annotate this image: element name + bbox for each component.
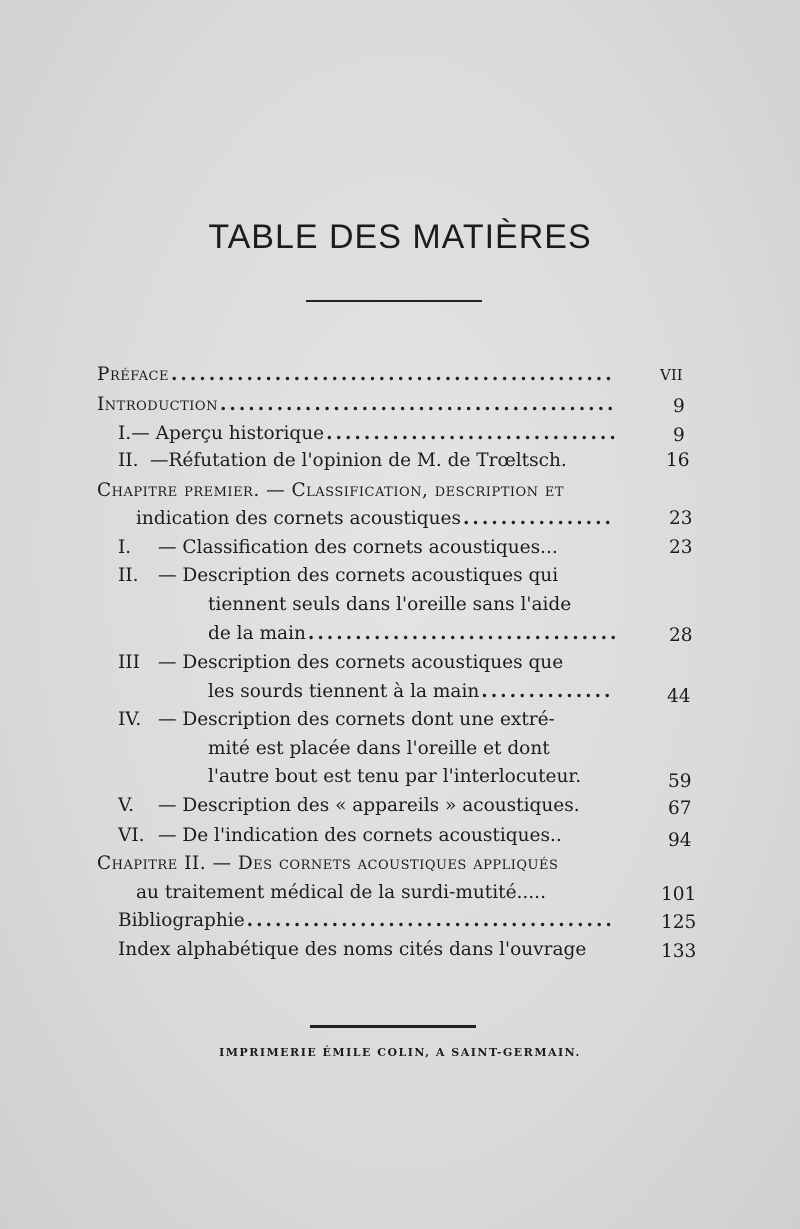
toc-entry bbox=[118, 706, 618, 734]
section-number: I. bbox=[118, 537, 132, 558]
toc-entry-chapter-1 bbox=[97, 477, 617, 505]
toc-entry-introduction bbox=[97, 391, 615, 419]
toc-entry-text: — De l'indication des cornets acoustiques.. bbox=[158, 825, 562, 846]
toc-entry-text: Chapitre II. — Des cornets acoustiques appliqués bbox=[97, 853, 559, 874]
leader-dots bbox=[171, 361, 615, 389]
toc-entry-text: — Aperçu historique bbox=[131, 423, 325, 444]
section-number: II. bbox=[118, 450, 139, 471]
toc-entry-text: —Réfutation de l'opinion de M. de Trœltsch. bbox=[150, 450, 567, 471]
toc-entry-page: 101 bbox=[661, 884, 697, 905]
toc-entry-preface bbox=[97, 361, 615, 389]
toc-entry-page: 94 bbox=[668, 830, 692, 851]
toc-entry-text: les sourds tiennent à la main bbox=[208, 681, 480, 702]
toc-entry bbox=[118, 649, 618, 677]
toc-entry bbox=[136, 879, 618, 907]
toc-entry bbox=[118, 562, 618, 590]
section-number: VI. bbox=[118, 825, 145, 846]
leader-dots bbox=[326, 420, 615, 448]
toc-entry bbox=[208, 591, 618, 619]
toc-entry-page: 44 bbox=[667, 686, 691, 707]
toc-entry-text: — Description des « appareils » acoustiques. bbox=[158, 795, 580, 816]
toc-entry bbox=[208, 678, 615, 706]
toc-entry-page: 23 bbox=[669, 537, 693, 558]
toc-entry bbox=[208, 735, 618, 763]
toc-entry-text: — Description des cornets dont une extré- bbox=[158, 709, 555, 730]
toc-entry-page: VII bbox=[660, 366, 683, 384]
toc-entry-index bbox=[118, 936, 618, 964]
toc-entry-page: 16 bbox=[666, 450, 690, 471]
section-number: IV. bbox=[118, 709, 142, 730]
toc-entry bbox=[118, 420, 615, 448]
leader-dots bbox=[308, 620, 615, 648]
toc-entry bbox=[208, 763, 618, 791]
leader-dots bbox=[481, 678, 615, 706]
toc-entry-text: — Description des cornets acoustiques que bbox=[158, 652, 564, 673]
toc-entry bbox=[118, 534, 615, 562]
toc-entry-page: 9 bbox=[673, 396, 685, 417]
leader-dots bbox=[220, 391, 615, 419]
toc-entry-text: de la main bbox=[208, 623, 306, 644]
footer-rule bbox=[310, 1025, 476, 1028]
toc-entry-page: 23 bbox=[669, 508, 693, 529]
toc-entry-text: Préface bbox=[97, 364, 169, 385]
toc-entry bbox=[118, 792, 618, 820]
toc-entry-text: — Description des cornets acoustiques qui bbox=[158, 565, 559, 586]
toc-entry-text: Chapitre premier. — Classification, description et bbox=[97, 480, 565, 501]
leader-dots bbox=[247, 907, 615, 935]
toc-entry bbox=[118, 822, 618, 850]
section-number: III bbox=[118, 652, 140, 673]
toc-entry-page: 133 bbox=[661, 941, 697, 962]
toc-entry-text: mité est placée dans l'oreille et dont bbox=[208, 738, 550, 759]
toc-entry-text: indication des cornets acoustiques bbox=[136, 508, 461, 529]
printer-imprint: IMPRIMERIE ÉMILE COLIN, A SAINT-GERMAIN. bbox=[219, 1046, 581, 1059]
toc-entry-text: Index alphabétique des noms cités dans l'ouvrage bbox=[118, 939, 587, 960]
page-title: TABLE DES MATIÈRES bbox=[208, 218, 592, 256]
section-number: I. bbox=[118, 423, 132, 444]
toc-entry-page: 9 bbox=[673, 425, 685, 446]
toc-entry-page: 28 bbox=[669, 625, 693, 646]
toc-entry-text: tiennent seuls dans l'oreille sans l'aide bbox=[208, 594, 572, 615]
toc-entry bbox=[136, 505, 615, 533]
section-number: V. bbox=[118, 795, 135, 816]
toc-entry-text: au traitement médical de la surdi-mutité..... bbox=[136, 882, 546, 903]
toc-entry-page: 67 bbox=[668, 798, 692, 819]
toc-entry bbox=[118, 447, 618, 475]
toc-entry-text: Bibliographie bbox=[118, 910, 245, 931]
toc-entry bbox=[208, 620, 615, 648]
toc-entry-bibliography bbox=[118, 907, 615, 935]
toc-entry-text: — Classification des cornets acoustiques... bbox=[158, 537, 558, 558]
toc-entry-page: 125 bbox=[661, 912, 697, 933]
toc-entry-page: 59 bbox=[668, 771, 692, 792]
leader-dots bbox=[463, 505, 615, 533]
toc-entry-text: l'autre bout est tenu par l'interlocuteur. bbox=[208, 766, 582, 787]
toc-entry-chapter-2 bbox=[97, 850, 619, 878]
section-number: II. bbox=[118, 565, 139, 586]
toc-entry-text: Introduction bbox=[97, 394, 218, 415]
